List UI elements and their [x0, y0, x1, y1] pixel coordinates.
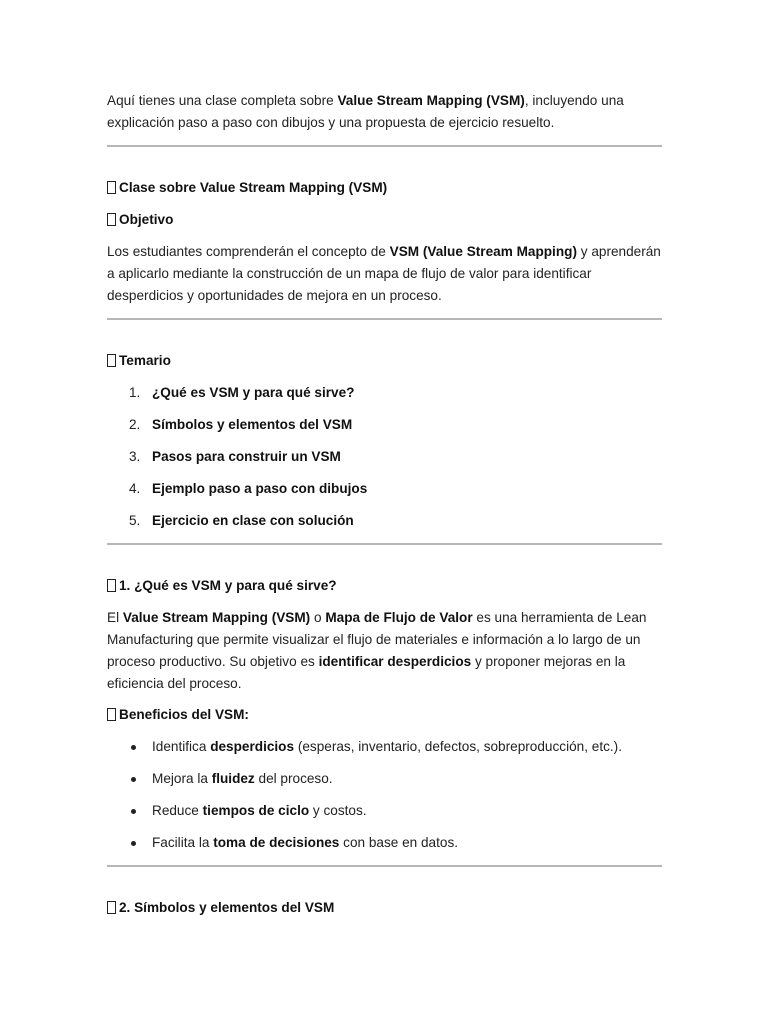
benefits-heading	[107, 705, 662, 725]
divider	[107, 145, 662, 147]
objective-text-end: y aprenderán a aplicarlo mediante la construcción de un mapa de flujo de valor para identificar desperdicios y oportunidades de mejora en un proceso.	[107, 244, 661, 303]
benefit-text-end: del proceso.	[254, 771, 333, 786]
syllabus-list	[107, 382, 662, 532]
section1-bold: Mapa de Flujo de Valor	[325, 610, 473, 625]
list-item	[107, 478, 662, 500]
intro-bold: Value Stream Mapping (VSM)	[337, 93, 525, 108]
section1-paragraph	[107, 607, 662, 695]
list-item-label: Ejemplo paso a paso con dibujos	[152, 481, 368, 496]
benefit-text: Reduce	[152, 803, 203, 818]
list-item-label: Símbolos y elementos del VSM	[152, 417, 353, 432]
objective-text: Los estudiantes comprenderán el concepto de	[107, 244, 390, 259]
bullet-icon	[131, 841, 136, 846]
class-title-text: Clase sobre Value Stream Mapping (VSM)	[119, 180, 388, 195]
document-content	[107, 90, 662, 918]
benefit-bold: toma de decisiones	[213, 835, 340, 850]
list-item	[107, 414, 662, 436]
missing-glyph-icon	[107, 213, 116, 226]
missing-glyph-icon	[107, 708, 116, 721]
section1-text: y proponer mejoras en la eficiencia del proceso.	[107, 654, 626, 691]
list-item	[107, 510, 662, 532]
bullet-icon	[131, 745, 136, 750]
list-item	[107, 382, 662, 404]
syllabus-heading	[107, 351, 662, 371]
bullet-icon	[131, 809, 136, 814]
list-item	[107, 832, 662, 854]
objective-heading	[107, 210, 662, 230]
class-title	[107, 178, 662, 198]
objective-bold: VSM (Value Stream Mapping)	[389, 244, 577, 259]
intro-text: Aquí tienes una clase completa sobre	[107, 93, 338, 108]
benefit-text: Identifica	[152, 739, 211, 754]
section1-text: es una herramienta de Lean Manufacturing que permite visualizar el flujo de materiales e información a lo largo de un proceso productivo. Su objetivo es	[107, 610, 647, 669]
benefits-heading-text: Beneficios del VSM:	[119, 707, 249, 722]
benefit-bold: desperdicios	[210, 739, 295, 754]
list-item	[107, 800, 662, 822]
missing-glyph-icon	[107, 181, 116, 194]
divider	[107, 543, 662, 545]
list-item-label: Pasos para construir un VSM	[152, 449, 341, 464]
missing-glyph-icon	[107, 901, 116, 914]
objective-paragraph	[107, 241, 662, 307]
intro-paragraph	[107, 90, 662, 134]
list-number: 2.	[129, 417, 141, 432]
section1-text: El	[107, 610, 123, 625]
list-item-label: Ejercicio en clase con solución	[152, 513, 354, 528]
section1-heading-text: 1. ¿Qué es VSM y para qué sirve?	[119, 578, 337, 593]
benefits-list	[107, 736, 662, 854]
divider	[107, 865, 662, 867]
section1-bold: identificar desperdicios	[318, 654, 472, 669]
syllabus-heading-text: Temario	[119, 353, 171, 368]
list-item	[107, 446, 662, 468]
benefit-text: Facilita la	[152, 835, 214, 850]
objective-heading-text: Objetivo	[119, 212, 174, 227]
divider	[107, 318, 662, 320]
benefit-bold: tiempos de ciclo	[202, 803, 310, 818]
benefit-text-end: y costos.	[309, 803, 367, 818]
list-number: 4.	[129, 481, 141, 496]
intro-text-end: , incluyendo una explicación paso a paso con dibujos y una propuesta de ejercicio resuelto.	[107, 93, 624, 130]
benefit-text-end: (esperas, inventario, defectos, sobreproducción, etc.).	[294, 739, 622, 754]
missing-glyph-icon	[107, 579, 116, 592]
list-item	[107, 736, 662, 758]
bullet-icon	[131, 777, 136, 782]
list-number: 1.	[129, 385, 141, 400]
benefit-bold: fluidez	[211, 771, 255, 786]
list-item	[107, 768, 662, 790]
benefit-text-end: con base en datos.	[339, 835, 459, 850]
section2-heading	[107, 898, 662, 918]
list-number: 3.	[129, 449, 141, 464]
benefit-text: Mejora la	[152, 771, 212, 786]
section1-text: o	[310, 610, 326, 625]
section1-heading	[107, 576, 662, 596]
section2-heading-text: 2. Símbolos y elementos del VSM	[119, 900, 335, 915]
list-number: 5.	[129, 513, 141, 528]
missing-glyph-icon	[107, 354, 116, 367]
list-item-label: ¿Qué es VSM y para qué sirve?	[152, 385, 355, 400]
section1-bold: Value Stream Mapping (VSM)	[122, 610, 311, 625]
